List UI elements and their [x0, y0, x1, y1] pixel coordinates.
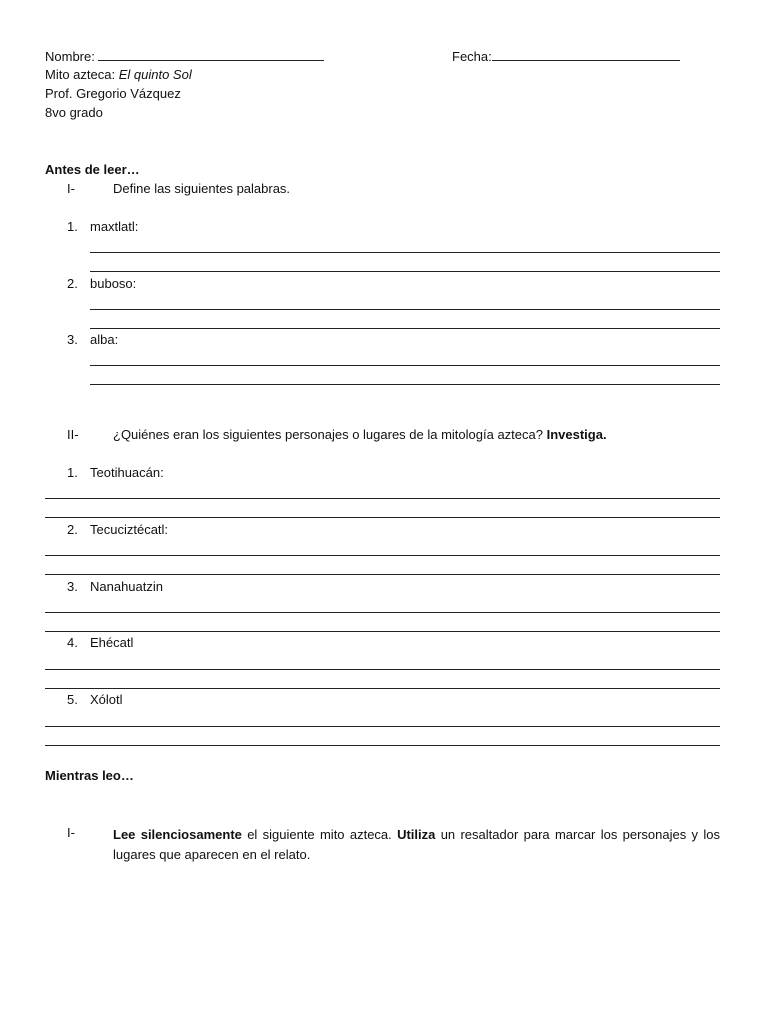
- part2-question: [113, 427, 607, 443]
- research-item-number: 1.: [67, 465, 78, 480]
- instruction-text-1: el siguiente mito azteca.: [241, 827, 398, 842]
- myth-line: [45, 67, 192, 83]
- during-instruction: [113, 825, 720, 865]
- answer-line[interactable]: [90, 328, 720, 329]
- answer-line[interactable]: [45, 574, 720, 575]
- date-blank[interactable]: [492, 48, 680, 61]
- research-item-name: Nanahuatzin: [90, 579, 163, 594]
- answer-line[interactable]: [45, 498, 720, 499]
- answer-line[interactable]: [45, 669, 720, 670]
- answer-line[interactable]: [90, 252, 720, 253]
- date-field[interactable]: [452, 48, 680, 65]
- answer-line[interactable]: [45, 726, 720, 727]
- instruction-text-2: un resaltador para marcar los personajes y los lugares que aparecen en el relato.: [113, 827, 720, 862]
- part1-roman: I-: [67, 181, 75, 196]
- answer-line[interactable]: [45, 688, 720, 689]
- section-heading-during: Mientras leo…: [45, 768, 134, 783]
- research-item-name: Teotihuacán:: [90, 465, 164, 480]
- answer-line[interactable]: [90, 309, 720, 310]
- research-item-name: Xólotl: [90, 692, 123, 707]
- vocab-word: alba:: [90, 332, 119, 347]
- answer-line[interactable]: [45, 555, 720, 556]
- vocab-number: 1.: [67, 219, 78, 234]
- name-field[interactable]: [45, 48, 324, 65]
- part2-action: Investiga.: [546, 427, 607, 442]
- name-label: Nombre:: [45, 49, 95, 64]
- answer-line[interactable]: [45, 517, 720, 518]
- vocab-word: buboso:: [90, 276, 137, 291]
- research-item-number: 4.: [67, 635, 78, 650]
- research-item-number: 3.: [67, 579, 78, 594]
- section-heading-before: Antes de leer…: [45, 162, 140, 177]
- part2-roman: II-: [67, 427, 79, 442]
- vocab-word: maxtlatl:: [90, 219, 139, 234]
- research-item-name: Ehécatl: [90, 635, 134, 650]
- research-item-number: 5.: [67, 692, 78, 707]
- answer-line[interactable]: [90, 384, 720, 385]
- teacher-name: Prof. Gregorio Vázquez: [45, 86, 181, 101]
- instruction-bold-1: Lee silenciosamente: [113, 827, 242, 842]
- during-roman: I-: [67, 825, 75, 840]
- research-item-number: 2.: [67, 522, 78, 537]
- date-label: Fecha:: [452, 49, 492, 64]
- answer-line[interactable]: [90, 271, 720, 272]
- vocab-number: 2.: [67, 276, 78, 291]
- research-item-name: Tecuciztécatl:: [90, 522, 169, 537]
- myth-title: El quinto Sol: [118, 67, 192, 82]
- part2-question-text: ¿Quiénes eran los siguientes personajes o lugares de la mitología azteca?: [113, 427, 543, 442]
- grade-level: 8vo grado: [45, 105, 103, 120]
- answer-line[interactable]: [45, 631, 720, 632]
- part1-instruction: Define las siguientes palabras.: [113, 181, 291, 196]
- vocab-number: 3.: [67, 332, 78, 347]
- answer-line[interactable]: [45, 745, 720, 746]
- answer-line[interactable]: [45, 612, 720, 613]
- instruction-bold-2: Utiliza: [397, 827, 436, 842]
- name-blank[interactable]: [98, 48, 324, 61]
- answer-line[interactable]: [90, 365, 720, 366]
- myth-label: Mito azteca:: [45, 67, 116, 82]
